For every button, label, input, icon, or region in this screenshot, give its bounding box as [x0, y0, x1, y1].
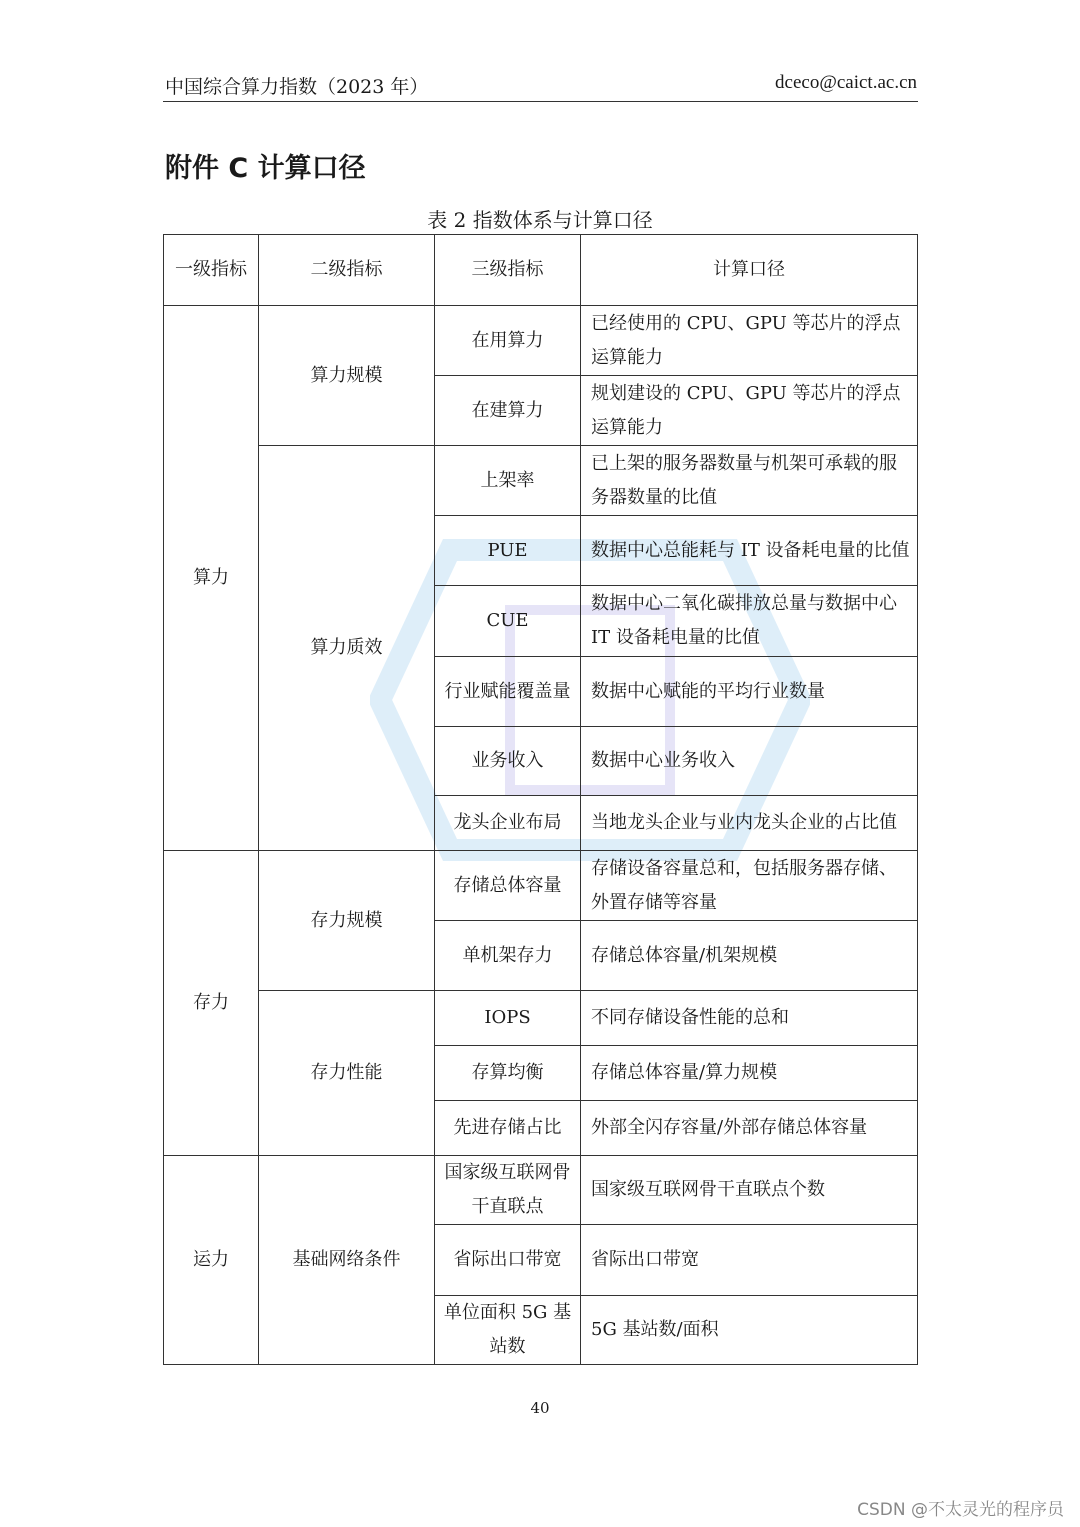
table-row	[164, 1156, 918, 1225]
level2-cell: 基础网络条件	[259, 1156, 435, 1365]
level3-cell: 先进存储占比	[435, 1101, 581, 1156]
level3-cell: CUE	[435, 586, 581, 657]
definition-cell: 存储总体容量/机架规模	[581, 921, 918, 991]
source-watermark-text: CSDN @不太灵光的程序员	[857, 1500, 1064, 1520]
index-system-table	[163, 234, 918, 1365]
level2-cell: 算力质效	[259, 446, 435, 851]
level3-cell: 存储总体容量	[435, 851, 581, 921]
table-row	[164, 306, 918, 376]
table-header-cell: 一级指标	[164, 235, 259, 306]
level3-cell: 在用算力	[435, 306, 581, 376]
definition-cell: 国家级互联网骨干直联点个数	[581, 1156, 918, 1225]
table-caption: 表 2 指数体系与计算口径	[427, 208, 653, 232]
definition-cell: 已经使用的 CPU、GPU 等芯片的浮点运算能力	[581, 306, 918, 376]
definition-cell: 当地龙头企业与业内龙头企业的占比值	[581, 796, 918, 851]
definition-cell: 不同存储设备性能的总和	[581, 991, 918, 1046]
running-header-email: dceco@caict.ac.cn	[775, 72, 917, 93]
level3-cell: 存算均衡	[435, 1046, 581, 1101]
level3-cell: 在建算力	[435, 376, 581, 446]
table-header-cell: 三级指标	[435, 235, 581, 306]
header-divider	[163, 101, 918, 102]
level3-cell: 国家级互联网骨干直联点	[435, 1156, 581, 1225]
level1-cell: 存力	[164, 851, 259, 1156]
level3-cell: IOPS	[435, 991, 581, 1046]
table-row	[164, 446, 918, 516]
definition-cell: 存储设备容量总和，包括服务器存储、外置存储等容量	[581, 851, 918, 921]
table-header-cell: 二级指标	[259, 235, 435, 306]
table-header-row	[164, 235, 918, 306]
level3-cell: 省际出口带宽	[435, 1225, 581, 1296]
table-row	[164, 991, 918, 1046]
table-body	[164, 235, 918, 1365]
level1-cell: 算力	[164, 306, 259, 851]
definition-cell: 已上架的服务器数量与机架可承载的服务器数量的比值	[581, 446, 918, 516]
level3-cell: 单位面积 5G 基站数	[435, 1296, 581, 1365]
level2-cell: 存力规模	[259, 851, 435, 991]
definition-cell: 数据中心赋能的平均行业数量	[581, 657, 918, 727]
definition-cell: 数据中心业务收入	[581, 727, 918, 796]
level3-cell: 单机架存力	[435, 921, 581, 991]
level3-cell: 业务收入	[435, 727, 581, 796]
definition-cell: 数据中心总能耗与 IT 设备耗电量的比值	[581, 516, 918, 586]
level3-cell: 龙头企业布局	[435, 796, 581, 851]
definition-cell: 存储总体容量/算力规模	[581, 1046, 918, 1101]
level3-cell: PUE	[435, 516, 581, 586]
level1-cell: 运力	[164, 1156, 259, 1365]
definition-cell: 省际出口带宽	[581, 1225, 918, 1296]
section-title: 附件 C 计算口径	[165, 153, 366, 184]
definition-cell: 数据中心二氧化碳排放总量与数据中心 IT 设备耗电量的比值	[581, 586, 918, 657]
definition-cell: 规划建设的 CPU、GPU 等芯片的浮点运算能力	[581, 376, 918, 446]
table-row	[164, 851, 918, 921]
running-header-title: 中国综合算力指数（2023 年）	[165, 76, 429, 98]
table-header-cell: 计算口径	[581, 235, 918, 306]
level2-cell: 算力规模	[259, 306, 435, 446]
level2-cell: 存力性能	[259, 991, 435, 1156]
level3-cell: 上架率	[435, 446, 581, 516]
page-number: 40	[530, 1399, 550, 1417]
definition-cell: 外部全闪存容量/外部存储总体容量	[581, 1101, 918, 1156]
level3-cell: 行业赋能覆盖量	[435, 657, 581, 727]
definition-cell: 5G 基站数/面积	[581, 1296, 918, 1365]
